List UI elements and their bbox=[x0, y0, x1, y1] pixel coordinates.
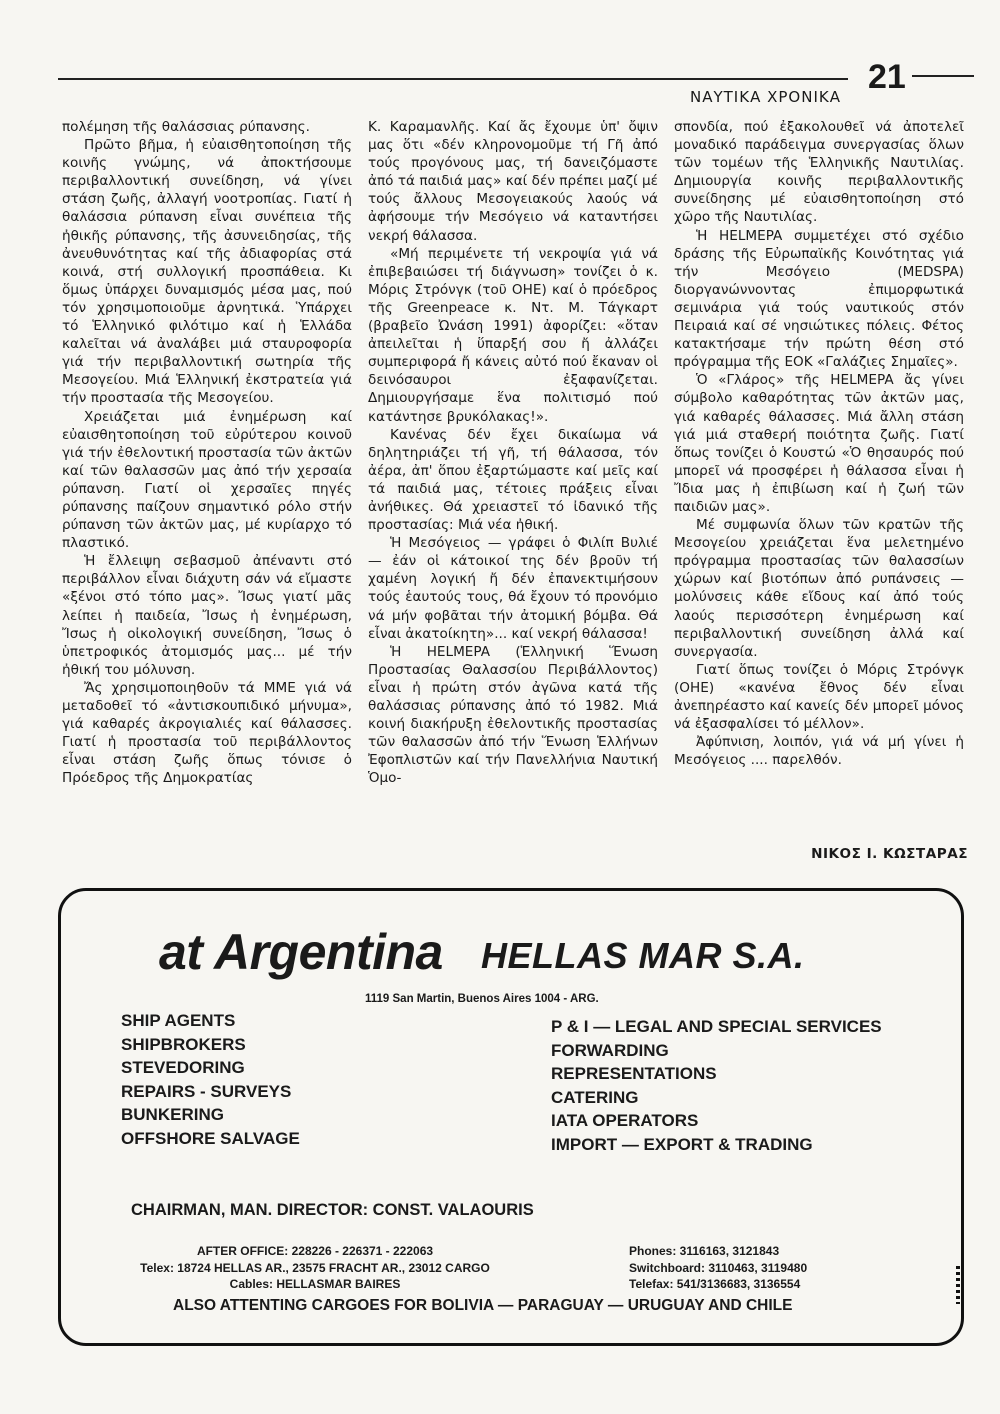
article-paragraph: «Μή περιμένετε τή νεκροψία γιά νά ἐπιβεβαιώσει τή διάγνωση» τονίζει ὁ κ. Μόρις Στρόνγκ (τοῦ ΟΗΕ) καί ὁ πρόεδρος τῆς Greenpeace κ. Ντ. Μ. Τάγκαρτ (βραβεῖο Ὠνάση 1991) ἀφορίζει: «ὅταν ἀπειλεῖται ἡ ὕπαρξή σου ἤ ἀλλάζει συμπεριφορά ἤ κάνεις αὐτό πού ἔκαναν οἱ δεινόσαυροι ἐξαφανίζεται. Δημιουργήσαμε ἕνα πολιτισμό πού κατάντησε βρυκόλακας!». bbox=[368, 245, 658, 425]
ad-service-item: BUNKERING bbox=[121, 1105, 224, 1124]
article-column-3 bbox=[674, 118, 964, 769]
ad-contact-right bbox=[629, 1243, 807, 1293]
ad-service-item: CATERING bbox=[551, 1087, 639, 1107]
ad-service-item: FORWARDING bbox=[551, 1040, 669, 1060]
article-paragraph: Μέ συμφωνία ὅλων τῶν κρατῶν τῆς Μεσογείου χρειάζεται ἕνα μελετημένο πρόγραμμα προστασίας τῶν θαλασσίων χώρων καί βιοτόπων ἀπό ρυπάνσεις — μολύνσεις κάθε εἴδους καί ἀπό τούς λαούς περισσότερη ἐνημέρωση καί περιβαλλοντική συνείδηση ἀλλά καί συνεργασία. bbox=[674, 517, 964, 660]
article-paragraph: Πρῶτο βῆμα, ἡ εὐαισθητοποίηση τῆς κοινῆς γνώμης, νά ἀποκτήσουμε περιβαλλοντική συνείδηση, νά γίνει στάση ζωῆς, ἀλλαγή νοοτροπίας. Γιατί ἡ θαλάσσια ρύπανση εἶναι συνέπεια τῆς ἠθικῆς ρύπανσης, τῆς ἀσυνειδησίας, τῆς ἀνευθυνότητας καί τῆς ἀδιαφορίας στά κοινά, στή συλλογική προσπάθεια. Κι ὅμως ὑπάρχει δυναμισμός μέσα μας, πού τόν χρησιμοποιοῦμε ἀρνητικά. Ὑπάρχει τό Ἑλληνικό φιλότιμο καί ἡ Ἑλλάδα καλεῖται νά ἀναλάβει μιά σταυροφορία γιά τήν περιβαλλοντική σωτηρία τῆς Μεσογείου. Μιά Ἑλληνική ἐκστρατεία γιά τήν προστασία τῆς Μεσογείου. bbox=[62, 137, 352, 407]
ad-telex: Telex: 18724 HELLAS AR., 23575 FRACHT AR., 23012 CARGO bbox=[140, 1260, 490, 1275]
article-paragraph: Ἡ HELMEPA (Ἑλληνική Ἕνωση Προστασίας Θαλασσίου Περιβάλλοντος) εἶναι ἡ πρώτη στόν ἀγῶνα κατά τῆς θαλάσσιας ρύπανσης ἀπό τό 1982. Μιά κοινή διακήρυξη ἐθελοντικῆς προστασίας τῶν θαλασσῶν ἀπό τήν Ἕνωση Ἑλλήνων Ἐφοπλιστῶν καί τήν Πανελλήνια Ναυτική Ὁμο- bbox=[368, 643, 658, 787]
article-paragraph: Ἡ HELMEPA συμμετέχει στό σχέδιο δράσης τῆς Εὐρωπαϊκῆς Κοινότητας γιά τήν Μεσόγειο (MEDSPA) διοργανώννοντας ἐπιμορφωτικά σεμινάρια γιά τούς ναυτικούς στόν Πειραιά καί σέ νησιώτικες πόλεις. Φέτος κατακτήσαμε τήν πρώτη θέση στό πρόγραμμα τῆς ΕΟΚ «Γαλάζιες Σημαῖες». bbox=[674, 227, 964, 371]
ad-footer: ALSO ATTENTING CARGOES FOR BOLIVIA — PARAGUAY — URUGUAY AND CHILE bbox=[173, 1297, 793, 1314]
article-paragraph: Ἄς χρησιμοποιηθοῦν τά ΜΜΕ γιά νά μεταδοθεῖ τό «ἀντισκουπιδικό μήνυμα», γιά καθαρές ἀκρογιαλιές καί θάλασσες. Γιατί ἡ προστασία τοῦ περιβάλλοντος εἶναι στάση ζωῆς ὅπως τόνισε ὁ Πρόεδρος τῆς Δημοκρατίας bbox=[62, 679, 352, 787]
article-column-1 bbox=[62, 118, 352, 787]
journal-name: ΝΑΥΤΙΚΑ ΧΡΟΝΙΚΑ bbox=[690, 88, 841, 106]
article-paragraph: Ἡ ἔλλειψη σεβασμοῦ ἀπέναντι στό περιβάλλον εἶναι διάχυτη σάν νά εἴμαστε «ξένοι στό τόπο μας». Ἴσως γιατί μᾶς λείπει ἡ παιδεία, Ἴσως ἡ ἐνημέρωση, Ἴσως ἡ οἰκολογική συνείδηση, Ἴσως ὁ ὑπετροφικός ἀτομισμός μας... μέ τήν ἠθική του μόλυνση. bbox=[62, 553, 352, 678]
ad-service-item: STEVEDORING bbox=[121, 1058, 245, 1077]
ad-services-right bbox=[551, 1015, 882, 1156]
header-rule bbox=[58, 78, 848, 80]
ad-service-item: OFFSHORE SALVAGE bbox=[121, 1128, 300, 1148]
ad-service-item: P & I — LEGAL AND SPECIAL SERVICES bbox=[551, 1017, 882, 1036]
ad-service-item: IMPORT — EXPORT & TRADING bbox=[551, 1134, 813, 1154]
ad-telefax: Telefax: 541/3136683, 3136554 bbox=[629, 1277, 801, 1291]
article-paragraph: πολέμηση τῆς θαλάσσιας ρύπανσης. bbox=[62, 119, 310, 135]
ad-service-item: SHIPBROKERS bbox=[121, 1034, 246, 1054]
ad-cables: Cables: HELLASMAR BAIRES bbox=[229, 1277, 401, 1291]
ad-switchboard: Switchboard: 3110463, 3119480 bbox=[629, 1260, 808, 1275]
ad-service-item: SHIP AGENTS bbox=[121, 1011, 236, 1030]
article-paragraph: Χρειάζεται μιά ἐνημέρωση καί εὐαισθητοποίηση τοῦ εὐρύτερου κοινοῦ γιά τήν ἐθελοντική προστασία τῶν ἀκτῶν καί τῶν θαλασσῶν μας ἀπό τήν χερσαία ρύπανση. Γιατί οἱ χερσαῖες πηγές ρύπανσης παίζουν σημαντικό ρόλο στήν ρύπανση τῶν ἀκτῶν μας, μέ κυρίαρχο τό πλαστικό. bbox=[62, 408, 352, 552]
ad-brand: at Argentina bbox=[159, 924, 443, 980]
article-paragraph: Κανένας δέν ἔχει δικαίωμα νά δηλητηριάζει τή γῆ, τή θάλασσα, τόν ἀέρα, ἀπ' ὅπου ἐξαρτώμαστε καί μεῖς καί τά παιδιά μας, τέτοιες πράξεις εἶναι ἀνήθικες. Θά χρειαστεῖ τό ἰδανικό τῆς προστασίας: Μιά νέα ἠθική. bbox=[368, 426, 658, 534]
ad-service-item: REPAIRS - SURVEYS bbox=[121, 1081, 292, 1101]
article-paragraph: Γιατί ὅπως τονίζει ὁ Μόρις Στρόνγκ (ΟΗΕ) «κανένα ἔθνος δέν εἶναι ἀνεπηρέαστο καί κανείς δέν μπορεῖ μόνος νά ἐξασφαλίσει τό μέλλον». bbox=[674, 661, 964, 733]
header-rule-right bbox=[912, 75, 974, 77]
article-column-2 bbox=[368, 118, 658, 787]
advertisement-box bbox=[58, 888, 964, 1346]
article-paragraph: Κ. Καραμανλῆς. Καί ἄς ἔχουμε ὑπ' ὄψιν μας ὅτι «δέν κληρονομοῦμε τή Γῆ ἀπό τούς προγόνους μας, τή δανειζόμαστε ἀπό τά παιδιά μας» καί δέν πρέπει μαζί μέ τούς ἄλλους Μεσογειακούς λαούς νά ἀφήσουμε τήν Μεσόγειο νά καταντήσει νεκρή θάλασσα. bbox=[368, 119, 658, 244]
article-paragraph: σπονδία, πού ἐξακολουθεῖ νά ἀποτελεῖ μοναδικό παράδειγμα συνεργασίας ὅλων τῶν τομέων τῆς Ἑλληνικῆς Ναυτιλίας. Δημιουργία κοινῆς περιβαλλοντικῆς συνείδησης μέ εὐαισθητοποίηση στό χῶρο τῆς Ναυτιλίας. bbox=[674, 119, 964, 226]
article-paragraph: Ἡ Μεσόγειος — γράφει ὁ Φιλίπ Βυλιέ — ἐάν οἱ κάτοικοί της δέν βροῦν τή χαμένη λογική ἤ δέν ἐπανεκτιμήσουν τούς ἑαυτούς τους, θά ἔχουν τό προνόμιο νά μήν φοβᾶται τήν ἀτομική βόμβα. Θά εἶναι ἀκατοίκητη»... καί νεκρή θάλασσα! bbox=[368, 535, 658, 642]
ad-after-office: AFTER OFFICE: 228226 - 226371 - 222063 bbox=[196, 1244, 434, 1258]
ad-service-item: IATA OPERATORS bbox=[551, 1111, 699, 1130]
ad-services-left bbox=[121, 1009, 300, 1150]
binding-edge-mark bbox=[956, 1266, 960, 1304]
ad-chairman: CHAIRMAN, MAN. DIRECTOR: CONST. VALAOURIS bbox=[131, 1201, 534, 1219]
article-paragraph: Ἀφύπνιση, λοιπόν, γιά νά μή γίνει ἡ Μεσόγειος .... παρελθόν. bbox=[674, 734, 964, 769]
ad-company-name: HELLAS MAR S.A. bbox=[481, 935, 805, 976]
ad-address: 1119 San Martin, Buenos Aires 1004 - ARG. bbox=[365, 993, 599, 1005]
ad-contact-left bbox=[95, 1243, 535, 1293]
ad-phones: Phones: 3116163, 3121843 bbox=[629, 1244, 780, 1258]
article-body bbox=[62, 118, 968, 870]
page-number: 21 bbox=[868, 58, 906, 96]
article-paragraph: Ὁ «Γλάρος» τῆς HELMEPA ἄς γίνει σύμβολο καθαρότητας τῶν ἀκτῶν μας, γιά καθαρές θάλασσες. Μιά ἄλλη στάση γιά μιά σταθερή ποιότητα ζωῆς. Γιατί ὅπως τονίζει ὁ Κουστώ «Ὁ θησαυρός πού μπορεῖ νά προσφέρει ἡ θάλασσα εἶναι ἡ Ἴδια μας ἡ ἐπιβίωση καί ἡ ζωή τῶν παιδιῶν μας». bbox=[674, 372, 964, 515]
ad-service-item: REPRESENTATIONS bbox=[551, 1064, 717, 1083]
article-author: ΝΙΚΟΣ Ι. ΚΩΣΤΑΡΑΣ bbox=[811, 846, 968, 862]
